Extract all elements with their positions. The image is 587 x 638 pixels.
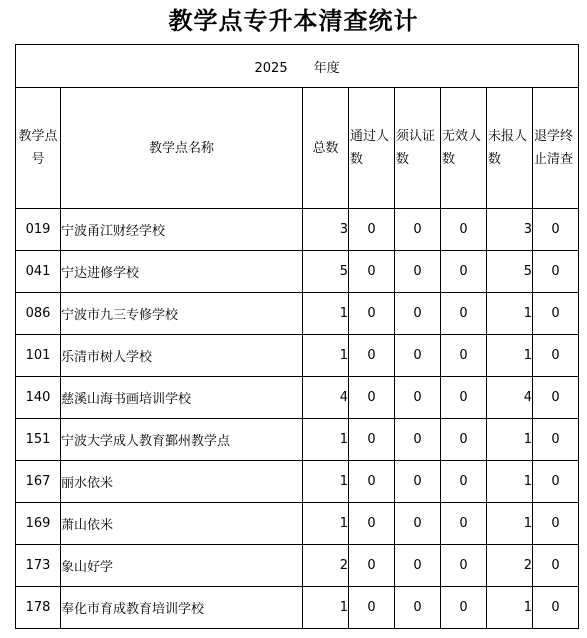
cell-withdrawn: 0 bbox=[533, 335, 579, 377]
header-code: 教学点号 bbox=[16, 88, 61, 209]
cell-unreported: 2 bbox=[487, 545, 533, 587]
cell-name: 萧山依米 bbox=[61, 503, 303, 545]
cell-total: 2 bbox=[303, 545, 349, 587]
cell-confirm: 0 bbox=[395, 587, 441, 629]
year-row bbox=[16, 45, 579, 88]
table-body bbox=[16, 209, 579, 629]
cell-invalid: 0 bbox=[441, 377, 487, 419]
table-row bbox=[16, 461, 579, 503]
cell-total: 1 bbox=[303, 587, 349, 629]
cell-name: 象山好学 bbox=[61, 545, 303, 587]
cell-passed: 0 bbox=[349, 419, 395, 461]
cell-withdrawn: 0 bbox=[533, 293, 579, 335]
cell-unreported: 1 bbox=[487, 461, 533, 503]
cell-code: 041 bbox=[16, 251, 61, 293]
header-name: 教学点名称 bbox=[61, 88, 303, 209]
cell-code: 019 bbox=[16, 209, 61, 251]
cell-invalid: 0 bbox=[441, 587, 487, 629]
cell-passed: 0 bbox=[349, 587, 395, 629]
cell-withdrawn: 0 bbox=[533, 419, 579, 461]
cell-passed: 0 bbox=[349, 545, 395, 587]
table-row bbox=[16, 503, 579, 545]
header-invalid: 无效人数 bbox=[441, 88, 487, 209]
cell-withdrawn: 0 bbox=[533, 503, 579, 545]
cell-code: 101 bbox=[16, 335, 61, 377]
table-header-row bbox=[16, 88, 579, 209]
cell-withdrawn: 0 bbox=[533, 461, 579, 503]
cell-withdrawn: 0 bbox=[533, 209, 579, 251]
cell-total: 1 bbox=[303, 419, 349, 461]
cell-invalid: 0 bbox=[441, 335, 487, 377]
cell-invalid: 0 bbox=[441, 419, 487, 461]
year-value: 2025 bbox=[254, 60, 288, 76]
cell-code: 167 bbox=[16, 461, 61, 503]
cell-confirm: 0 bbox=[395, 377, 441, 419]
page-title: 教学点专升本清查统计 bbox=[168, 7, 419, 35]
cell-total: 1 bbox=[303, 461, 349, 503]
cell-confirm: 0 bbox=[395, 503, 441, 545]
cell-passed: 0 bbox=[349, 503, 395, 545]
cell-invalid: 0 bbox=[441, 503, 487, 545]
cell-unreported: 1 bbox=[487, 293, 533, 335]
cell-total: 1 bbox=[303, 293, 349, 335]
table-row bbox=[16, 251, 579, 293]
cell-name: 宁达进修学校 bbox=[61, 251, 303, 293]
year-label: 年度 bbox=[313, 60, 340, 76]
header-total: 总数 bbox=[303, 88, 349, 209]
cell-name: 宁波市九三专修学校 bbox=[61, 293, 303, 335]
cell-code: 140 bbox=[16, 377, 61, 419]
cell-withdrawn: 0 bbox=[533, 377, 579, 419]
cell-withdrawn: 0 bbox=[533, 587, 579, 629]
cell-code: 151 bbox=[16, 419, 61, 461]
cell-code: 178 bbox=[16, 587, 61, 629]
cell-passed: 0 bbox=[349, 461, 395, 503]
cell-code: 173 bbox=[16, 545, 61, 587]
header-withdrawn: 退学终止清查 bbox=[533, 88, 579, 209]
cell-confirm: 0 bbox=[395, 545, 441, 587]
cell-confirm: 0 bbox=[395, 251, 441, 293]
table-row bbox=[16, 545, 579, 587]
cell-total: 5 bbox=[303, 251, 349, 293]
cell-name: 宁波甬江财经学校 bbox=[61, 209, 303, 251]
table-row bbox=[16, 335, 579, 377]
cell-confirm: 0 bbox=[395, 461, 441, 503]
cell-total: 3 bbox=[303, 209, 349, 251]
cell-unreported: 1 bbox=[487, 587, 533, 629]
cell-name: 丽水依米 bbox=[61, 461, 303, 503]
cell-unreported: 5 bbox=[487, 251, 533, 293]
cell-unreported: 1 bbox=[487, 335, 533, 377]
cell-unreported: 1 bbox=[487, 503, 533, 545]
cell-invalid: 0 bbox=[441, 293, 487, 335]
cell-name: 乐清市树人学校 bbox=[61, 335, 303, 377]
cell-withdrawn: 0 bbox=[533, 251, 579, 293]
header-unreported: 未报人数 bbox=[487, 88, 533, 209]
cell-total: 1 bbox=[303, 503, 349, 545]
cell-unreported: 3 bbox=[487, 209, 533, 251]
cell-passed: 0 bbox=[349, 335, 395, 377]
table-row bbox=[16, 419, 579, 461]
cell-total: 1 bbox=[303, 335, 349, 377]
cell-confirm: 0 bbox=[395, 293, 441, 335]
cell-name: 奉化市育成教育培训学校 bbox=[61, 587, 303, 629]
cell-passed: 0 bbox=[349, 377, 395, 419]
table-row bbox=[16, 587, 579, 629]
cell-passed: 0 bbox=[349, 251, 395, 293]
cell-passed: 0 bbox=[349, 209, 395, 251]
cell-withdrawn: 0 bbox=[533, 545, 579, 587]
cell-code: 169 bbox=[16, 503, 61, 545]
table-row bbox=[16, 377, 579, 419]
cell-confirm: 0 bbox=[395, 335, 441, 377]
header-confirm: 须认证数 bbox=[395, 88, 441, 209]
cell-unreported: 1 bbox=[487, 419, 533, 461]
stats-table bbox=[15, 44, 579, 629]
cell-name: 慈溪山海书画培训学校 bbox=[61, 377, 303, 419]
header-passed: 通过人数 bbox=[349, 88, 395, 209]
cell-passed: 0 bbox=[349, 293, 395, 335]
cell-invalid: 0 bbox=[441, 251, 487, 293]
table-row bbox=[16, 293, 579, 335]
cell-confirm: 0 bbox=[395, 419, 441, 461]
cell-name: 宁波大学成人教育鄞州教学点 bbox=[61, 419, 303, 461]
table-row bbox=[16, 209, 579, 251]
cell-unreported: 4 bbox=[487, 377, 533, 419]
cell-confirm: 0 bbox=[395, 209, 441, 251]
cell-invalid: 0 bbox=[441, 461, 487, 503]
year-cell bbox=[16, 45, 579, 88]
cell-code: 086 bbox=[16, 293, 61, 335]
cell-invalid: 0 bbox=[441, 209, 487, 251]
cell-total: 4 bbox=[303, 377, 349, 419]
cell-invalid: 0 bbox=[441, 545, 487, 587]
